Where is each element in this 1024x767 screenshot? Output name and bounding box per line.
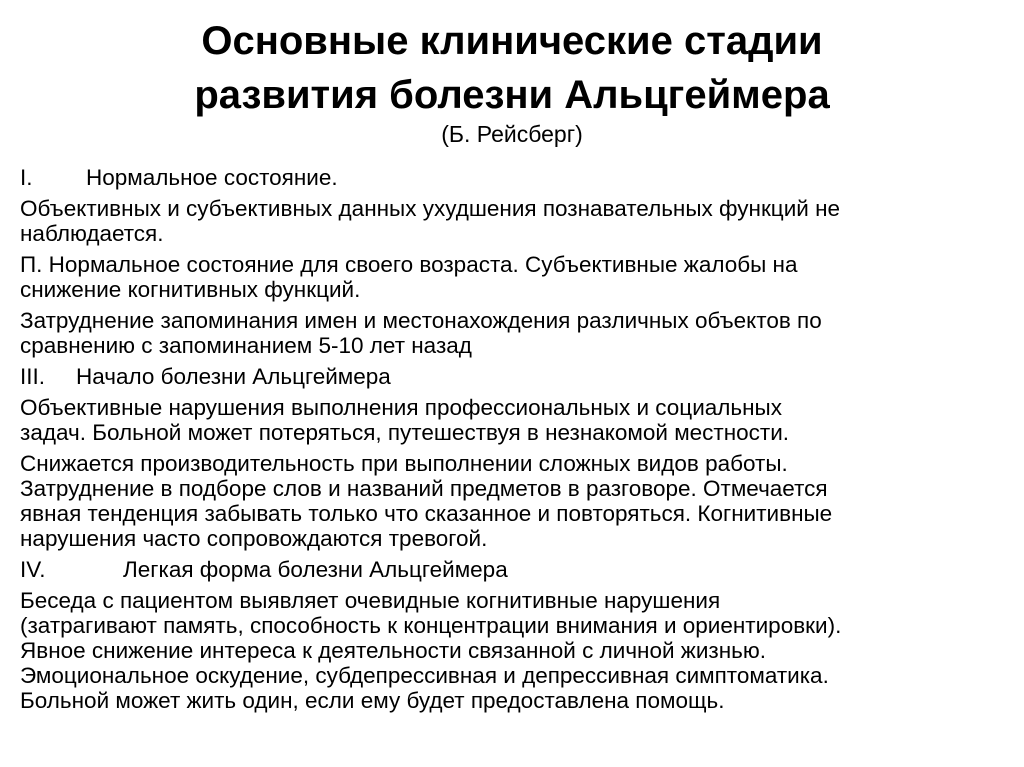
text-line: снижение когнитивных функций.	[20, 277, 361, 302]
text-line: явная тенденция забывать только что сказанное и повторяться. Когнитивные	[20, 501, 833, 526]
text-line: Затруднение запоминания имен и местонахождения различных объектов по	[20, 308, 822, 333]
text-line: Затруднение в подборе слов и названий предметов в разговоре. Отмечается	[20, 476, 828, 501]
text-line: наблюдается.	[20, 221, 164, 246]
stage-description	[20, 451, 1010, 551]
stage-label: Нормальное состояние.	[86, 165, 338, 190]
slide-body	[20, 165, 1010, 719]
text-line: П. Нормальное состояние для своего возраста. Субъективные жалобы на	[20, 252, 798, 277]
text-line: задач. Больной может потеряться, путешествуя в незнакомой местности.	[20, 420, 790, 445]
stage-heading	[20, 557, 1010, 582]
text-line: нарушения часто сопровождаются тревогой.	[20, 526, 488, 551]
text-line: Беседа с пациентом выявляет очевидные когнитивные нарушения	[20, 588, 721, 613]
title-line: Основные клинические стадии	[201, 19, 823, 63]
stage-label: Легкая форма болезни Альцгеймера	[123, 557, 508, 582]
stage-description	[20, 395, 1010, 445]
stage-label: Начало болезни Альцгеймера	[76, 364, 391, 389]
text-line: (затрагивают память, способность к концентрации внимания и ориентировки).	[20, 613, 842, 638]
stage-number: I.	[20, 165, 33, 190]
stage-description	[20, 196, 1010, 246]
stage-heading	[20, 165, 1010, 190]
text-line: Снижается производительность при выполнении сложных видов работы.	[20, 451, 788, 476]
text-line: Объективных и субъективных данных ухудшения познавательных функций не	[20, 196, 841, 221]
title-line: развития болезни Альцгеймера	[194, 73, 830, 117]
stage-heading	[20, 364, 1010, 389]
slide-subtitle: (Б. Рейсберг)	[441, 121, 583, 147]
text-line: Объективные нарушения выполнения профессиональных и социальных	[20, 395, 782, 420]
text-line: Эмоциональное оскудение, субдепрессивная и депрессивная симптоматика.	[20, 663, 829, 688]
stage-number: IV.	[20, 557, 46, 582]
text-line: сравнению с запоминанием 5-10 лет назад	[20, 333, 472, 358]
text-line: Явное снижение интереса к деятельности связанной с личной жизнью.	[20, 638, 767, 663]
text-line: Больной может жить один, если ему будет предоставлена помощь.	[20, 688, 725, 713]
slide-title	[0, 14, 1024, 122]
stage-heading	[20, 252, 1010, 302]
stage-number: III.	[20, 364, 46, 389]
stage-description	[20, 588, 1010, 713]
stage-description	[20, 308, 1010, 358]
